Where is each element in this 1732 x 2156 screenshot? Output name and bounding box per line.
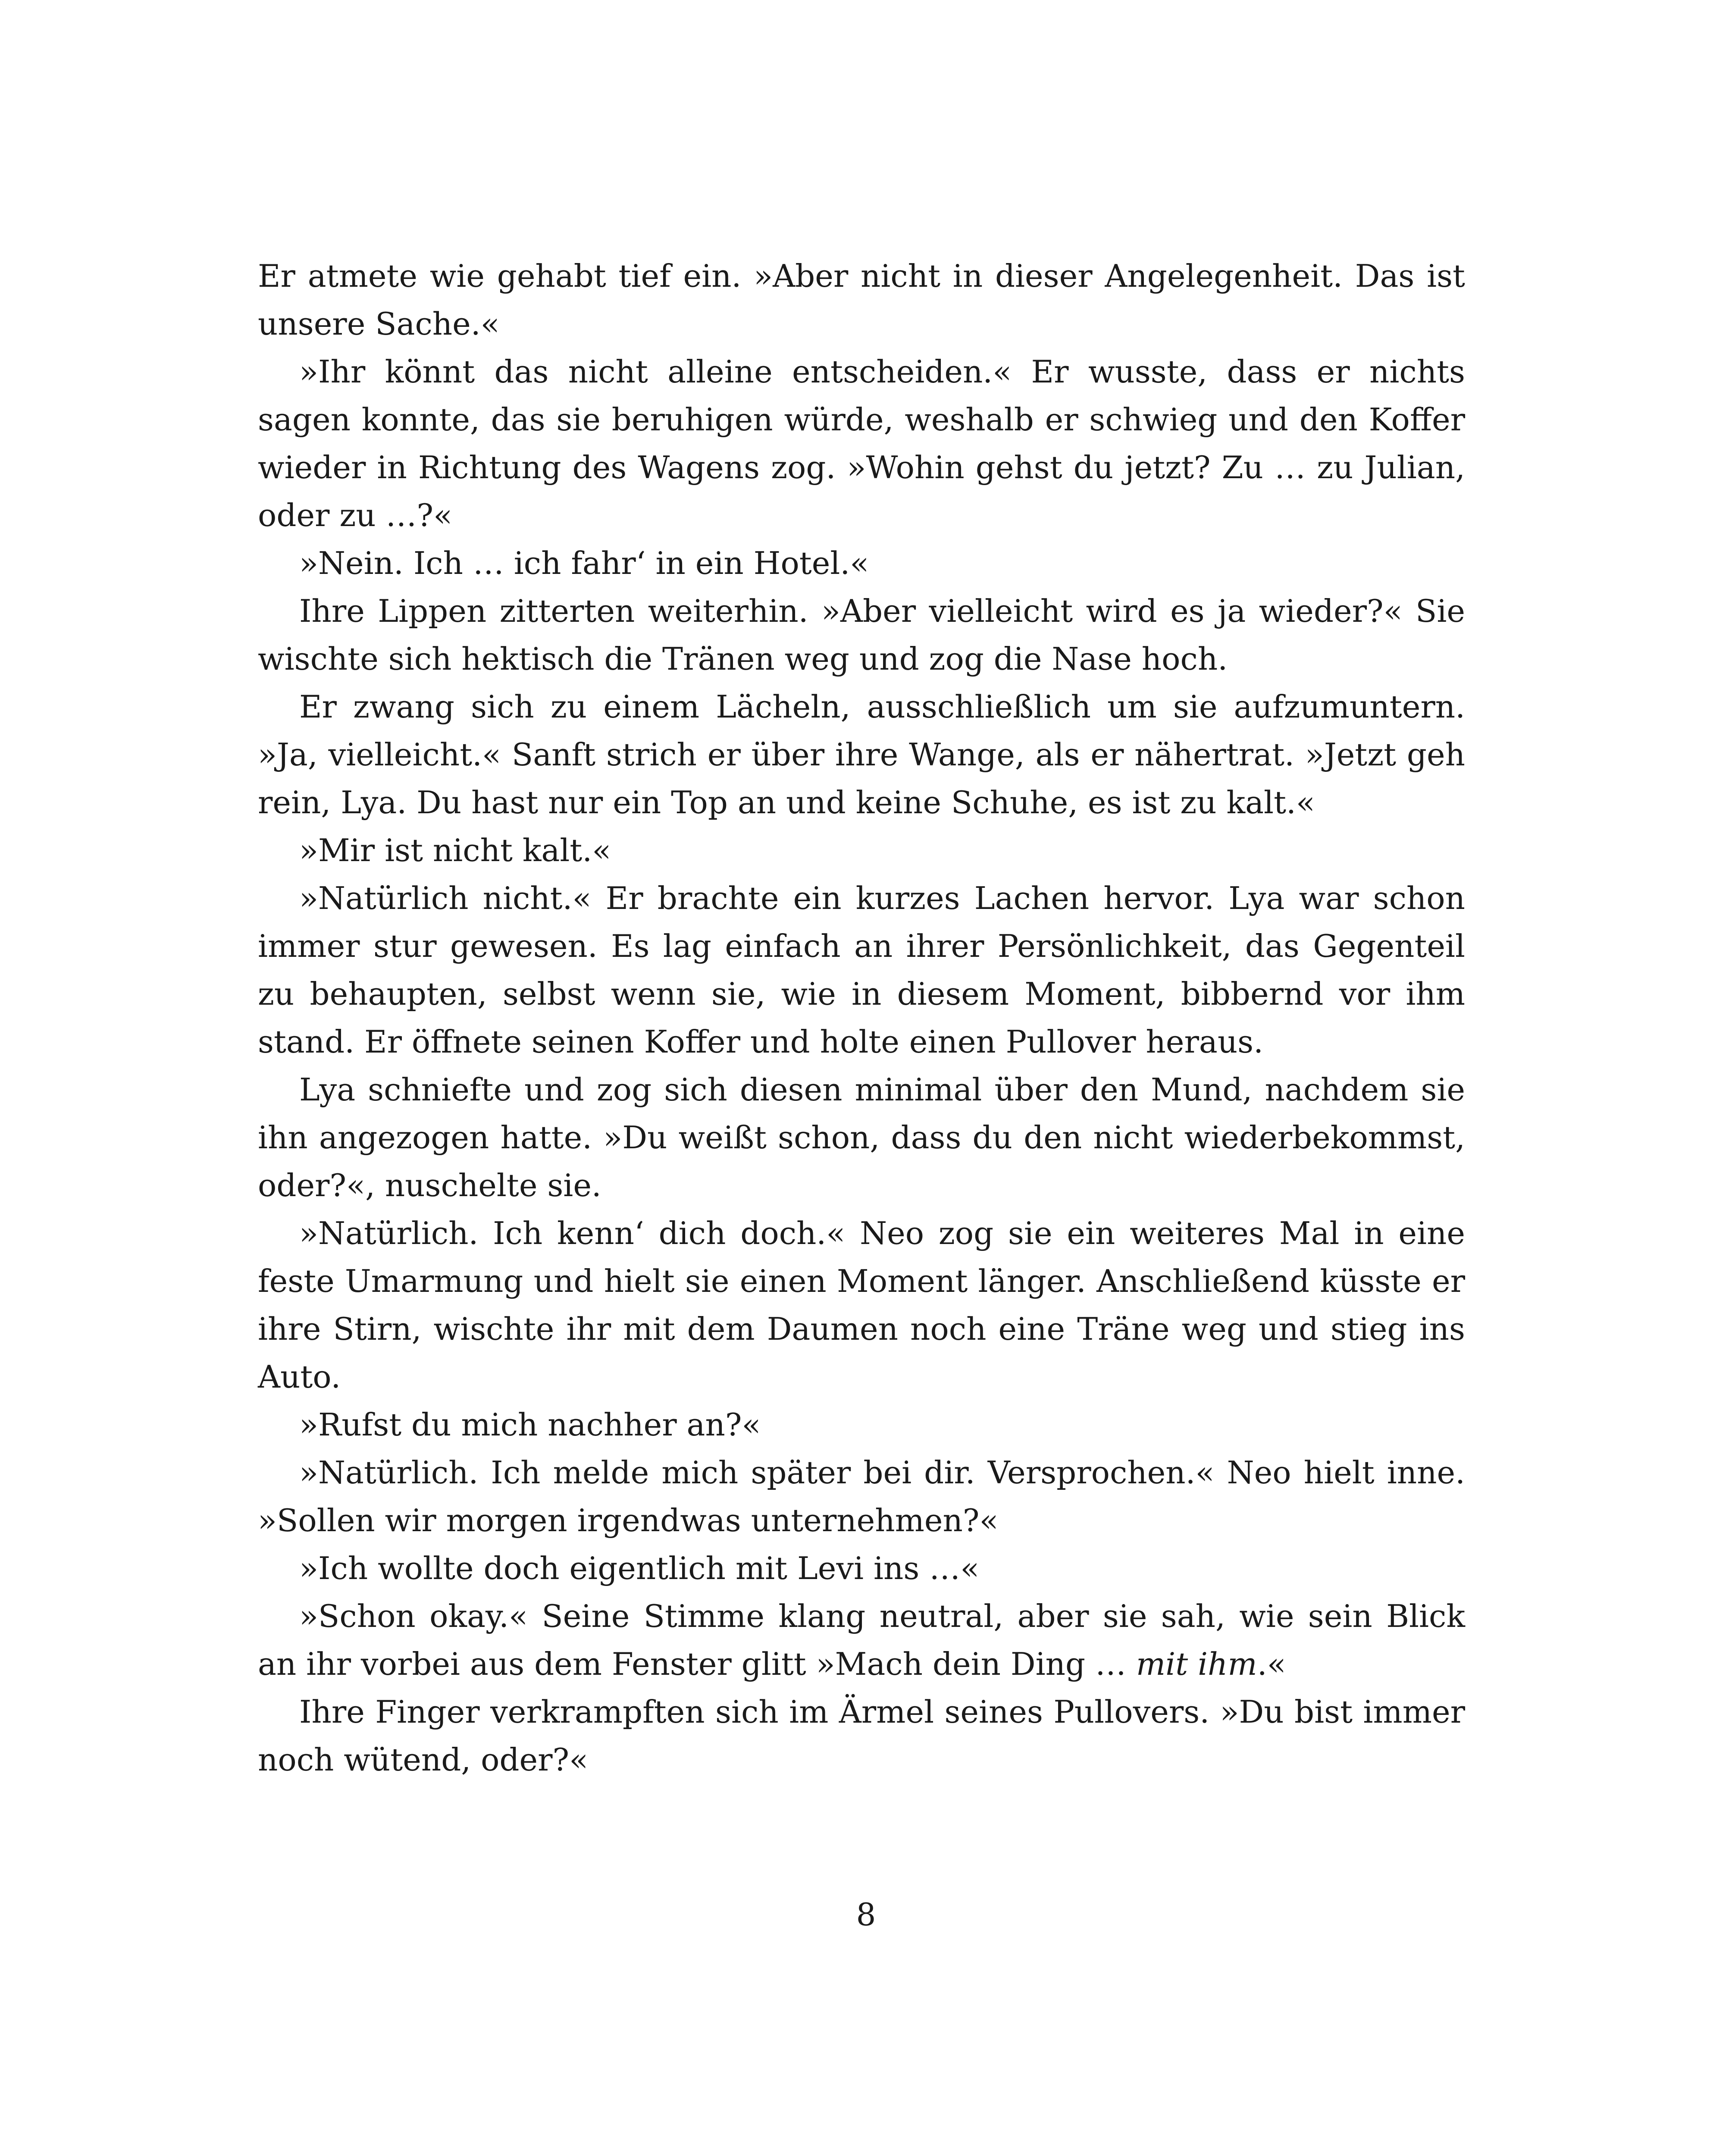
page-number: 8 — [856, 1896, 876, 1933]
paragraph-1: Er atmete wie gehabt tief ein. »Aber nicht in dieser Angelegenheit. Das ist unsere Sache.« — [258, 258, 1465, 342]
paragraph-14: Ihre Finger verkrampften sich im Ärmel seines Pullovers. »Du bist immer noch wütend, oder?« — [258, 1694, 1465, 1778]
body-text — [258, 252, 1465, 1784]
paragraph-13-text: »Schon okay.« Seine Stimme klang neutral, aber sie sah, wie sein Blick an ihr vorbei aus dem Fenster glitt »Mach dein Ding … — [258, 1598, 1465, 1682]
paragraph-6: »Mir ist nicht kalt.« — [299, 832, 611, 868]
paragraph-8: Lya schniefte und zog sich diesen minimal über den Mund, nachdem sie ihn angezogen hatte. »Du weißt schon, dass du den nicht wiederbekommst, oder?«, nuschelte sie. — [258, 1072, 1465, 1203]
paragraph-13 — [258, 1592, 1465, 1688]
paragraph-9: »Natürlich. Ich kenn‘ dich doch.« Neo zog sie ein weiteres Mal in eine feste Umarmung und hielt sie einen Moment länger. Anschließend küsste er ihre Stirn, wischte ihr mit dem Daumen noch eine Träne weg und stieg ins Auto. — [258, 1215, 1465, 1395]
paragraph-13-end: .« — [1257, 1646, 1286, 1682]
paragraph-11: »Natürlich. Ich melde mich später bei dir. Versprochen.« Neo hielt inne. »Sollen wir morgen irgendwas unternehmen?« — [258, 1454, 1465, 1539]
paragraph-7: »Natürlich nicht.« Er brachte ein kurzes Lachen hervor. Lya war schon immer stur gewesen. Es lag einfach an ihrer Persönlichkeit, das Gegenteil zu behaupten, selbst wenn sie, wie in diesem Moment, bibbernd vor ihm stand. Er öffnete seinen Koffer und holte einen Pullover heraus. — [258, 880, 1465, 1060]
paragraph-12: »Ich wollte doch eigentlich mit Levi ins …« — [299, 1550, 980, 1586]
paragraph-13-emphasis: mit ihm — [1136, 1646, 1257, 1682]
paragraph-2: »Ihr könnt das nicht alleine entscheiden.« Er wusste, dass er nichts sagen konnte, das sie beruhigen würde, weshalb er schwieg und den Koffer wieder in Richtung des Wagens zog. »Wohin gehst du jetzt? Zu … zu Julian, oder zu …?« — [258, 354, 1465, 533]
paragraph-4: Ihre Lippen zitterten weiterhin. »Aber vielleicht wird es ja wieder?« Sie wischte sich hektisch die Tränen weg und zog die Nase hoch. — [258, 593, 1465, 677]
paragraph-5: Er zwang sich zu einem Lächeln, ausschließlich um sie aufzumuntern. »Ja, vielleicht.« Sanft strich er über ihre Wange, als er nähertrat. »Jetzt geh rein, Lya. Du hast nur ein Top an und keine Schuhe, es ist zu kalt.« — [258, 689, 1465, 821]
paragraph-3: »Nein. Ich … ich fahr‘ in ein Hotel.« — [299, 545, 869, 581]
paragraph-10: »Rufst du mich nachher an?« — [299, 1407, 761, 1443]
